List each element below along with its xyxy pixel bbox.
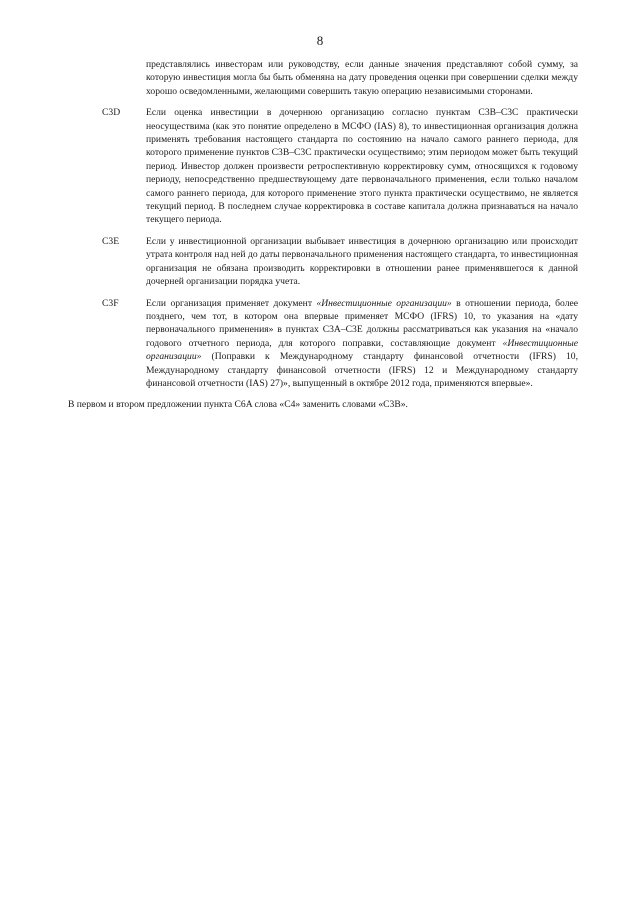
clause-text-part: в отношении периода, более позднего, чем тот, в котором она впервые применяет МСФО (IFRS) 10, то указания на «дату первоначального применения» в пунктах C3A–C3E должны рассматриваться как указания на «начало годового отчетного периода, для которого поправки, составляющие документ [146, 297, 579, 349]
clause-text: Если у инвестиционной организации выбывает инвестиция в дочернюю организацию или происходит утрата контроля над ней до даты первоначального применения настоящего стандарта, то инвестиционная организация не обязана производить корректировки в отношении ранее применявшегося к данной дочерней организации порядка учета. [146, 235, 578, 288]
clause-c3d [82, 106, 578, 227]
clause-c3f [82, 297, 578, 391]
intro-continuation-paragraph: представлялись инвесторам или руководству, если данные значения представляют собой сумму, за которую инвестиция могла бы быть обменяна на дату проведения оценки при совершении сделки между хорошо осведомленными, желающими совершить такую операцию независимыми сторонами. [146, 59, 578, 97]
clause-text-part: Если организация применяет документ [146, 297, 317, 309]
clause-id: C3F [102, 297, 119, 309]
clause-c3e [82, 235, 578, 289]
clause-text: Если оценка инвестиции в дочернюю организацию согласно пунктам C3B–C3C практически неосуществима (как это понятие определено в МСФО (IAS) 8), то инвестиционная организация должна применять требования настоящего стандарта по состоянию на начало самого раннего периода, для которого применение пунктов C3B–C3C практически осуществимо; этим периодом может быть текущий период. Инвестор должен произвести ретроспективную корректировку сумм, относящихся к годовому периоду, непосредственно предшествующему дате первоначального применения, если только началом самого раннего периода, для которого применение этого пункта практически осуществимо, не является текущий период. В последнем случае корректировка в составе капитала должна признаваться на начало текущего периода. [146, 107, 578, 226]
page-number: 8 [316, 33, 324, 48]
closing-paragraph: В первом и втором предложении пункта C6A слова «C4» заменить словами «C3B». [68, 399, 408, 411]
document-title: «Инвестиционные организации» [316, 297, 452, 309]
clause-id: C3E [102, 235, 120, 247]
clause-id: C3D [102, 107, 121, 119]
clause-text [146, 297, 578, 391]
clause-text-part: (Поправки к Международному стандарту финансовой отчетности (IFRS) 10, Международному стандарту финансовой отчетности (IFRS) 12 и Международному стандарту финансовой отчетности (IAS) 27)», выпущенный в октябре 2012 года, применяются впервые». [146, 351, 578, 389]
document-body [68, 58, 579, 421]
document-title: «Инвестиционные организации» [146, 337, 578, 363]
